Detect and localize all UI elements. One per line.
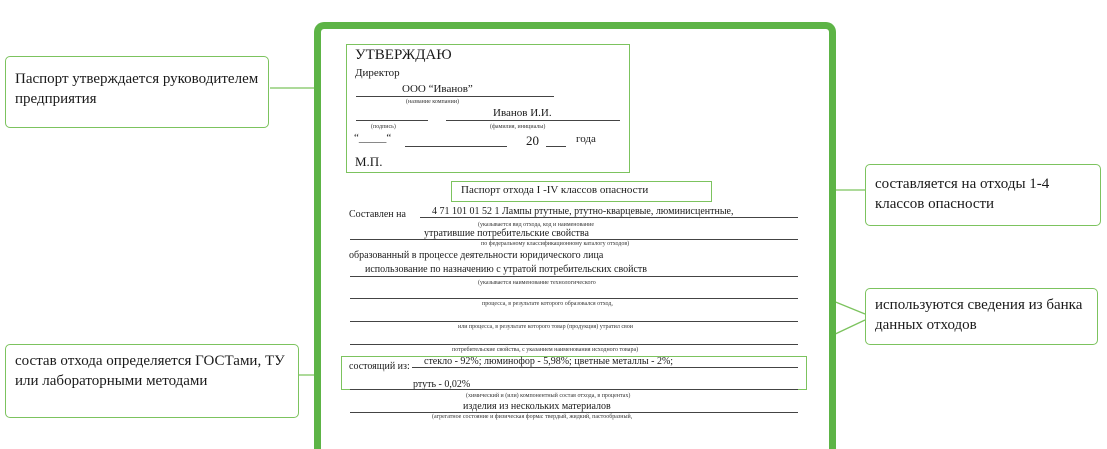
- usage-rule: [350, 276, 798, 277]
- waste-line2: утратившие потребительские свойства: [424, 228, 589, 239]
- caption-process2: процесса, в результате которого образовался отход,: [482, 301, 613, 307]
- caption-catalog: по федеральному классификационному каталогу отходов): [481, 241, 630, 247]
- caption-composition: (химический и (или) компонентный состав отхода, в процентах): [466, 393, 631, 399]
- waste-line1-rule: [420, 217, 798, 218]
- formed-label: образованный в процессе деятельности юридического лица: [349, 250, 604, 261]
- caption-kind: (указывается вид отхода, код и наименование: [478, 222, 594, 228]
- caption-state: (агрегатное состояние и физическая форма: твердый, жидкий, пастообразный,: [432, 414, 633, 420]
- year-line: [546, 146, 566, 147]
- composition-line1: стекло - 92%; люминофор - 5,98%; цветные металлы - 2%;: [424, 356, 674, 367]
- composition-rule1: [412, 367, 798, 368]
- usage-text: использование по назначению с утратой потребительских свойств: [365, 264, 648, 275]
- compiled-label: Составлен на: [349, 209, 406, 220]
- date-line: [405, 146, 507, 147]
- company-caption: (название компании): [406, 99, 460, 105]
- signature-line: [356, 120, 428, 121]
- state-rule: [350, 412, 798, 413]
- approval-name: Иванов И.И.: [493, 107, 552, 119]
- caption-process: (указывается наименование технологического: [478, 280, 596, 286]
- approval-position: Директор: [355, 67, 400, 79]
- product-rule: [350, 321, 798, 322]
- caption-product: или процесса, в результате которого товар (продукция) утратил свои: [458, 324, 633, 330]
- process-rule: [350, 298, 798, 299]
- callout-databank: используются сведения из банка данных отходов: [865, 288, 1098, 345]
- approval-header: УТВЕРЖДАЮ: [355, 47, 452, 63]
- company-line: [356, 96, 554, 97]
- name-caption: (фамилия, инициалы): [490, 124, 546, 130]
- date-quotes: “_____“: [354, 132, 392, 144]
- year-number: 20: [526, 133, 539, 148]
- stamp-label: М.П.: [355, 154, 383, 169]
- state-text: изделия из нескольких материалов: [463, 401, 611, 412]
- year-label: года: [576, 133, 596, 145]
- product2-rule: [350, 344, 798, 345]
- approval-company: ООО “Иванов”: [402, 83, 473, 95]
- composition-line2: ртуть - 0,02%: [413, 379, 471, 390]
- waste-line1: 4 71 101 01 52 1 Лампы ртутные, ртутно-кварцевые, люминисцентные,: [432, 206, 734, 217]
- name-line: [446, 120, 620, 121]
- callout-composition: состав отхода определяется ГОСТами, ТУ или лабораторными методами: [5, 344, 299, 418]
- callout-approval: Паспорт утверждается руководителем предприятия: [5, 56, 269, 128]
- composition-label: состоящий из:: [349, 361, 410, 372]
- waste-line2-rule: [350, 239, 798, 240]
- signature-caption: (подпись): [371, 124, 396, 130]
- caption-product2: потребительские свойства, с указанием наименования исходного товара): [452, 347, 639, 353]
- callout-classes: составляется на отходы 1-4 классов опасности: [865, 164, 1101, 226]
- passport-title: Паспорт отхода I -IV классов опасности: [461, 184, 649, 196]
- composition-rule2: [350, 389, 798, 390]
